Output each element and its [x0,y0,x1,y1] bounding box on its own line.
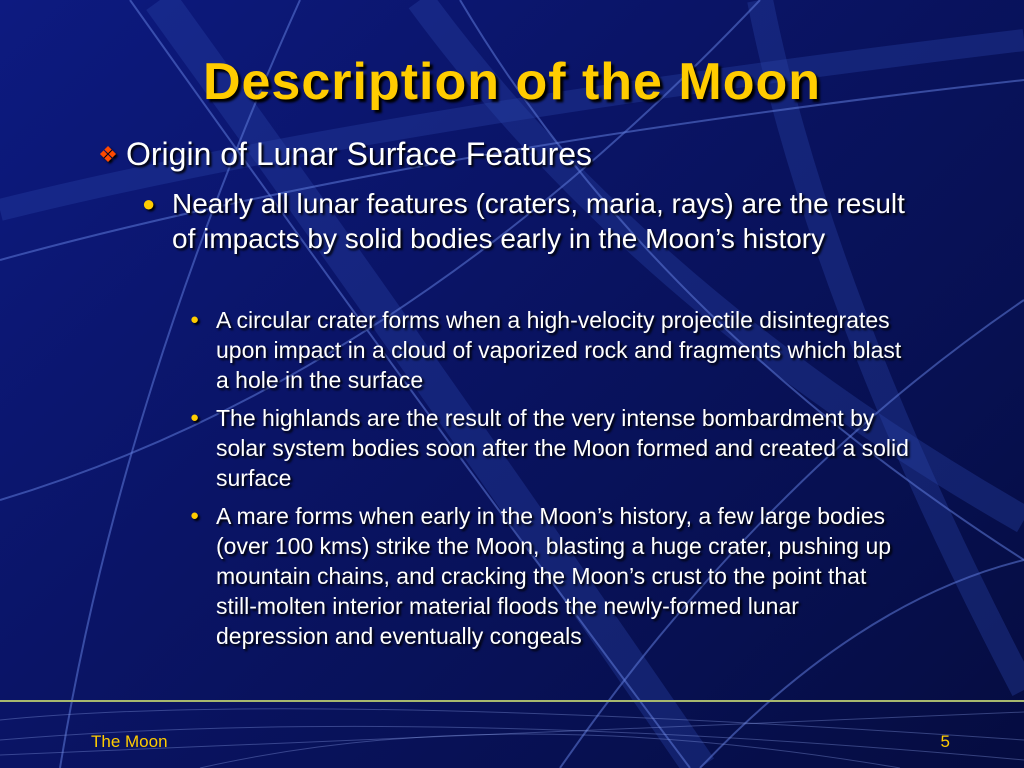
diamond-bullet-icon: ❖ [98,142,118,167]
bullet-icon: ● [190,409,200,426]
main-point [142,186,932,256]
footer-title: The Moon [91,732,168,751]
heading-item [90,134,592,175]
bullet-icon: ● [190,311,200,328]
sub-point-text: The highlands are the result of the very intense bombardment by solar system bodies soon after the Moon formed and created a solid surface [216,405,909,491]
bullet-icon: ● [142,191,156,216]
bullet-icon: ● [190,507,200,524]
page-number: 5 [940,732,950,751]
sub-point [190,501,910,651]
sub-point-text: A mare forms when early in the Moon’s history, a few large bodies (over 100 kms) strike the Moon, blasting a huge crater, pushing up mountain chains, and cracking the Moon’s crust to the point that still-molten interior material floods the newly-formed lunar depression and eventually congeals [216,503,892,649]
sub-point-text: A circular crater forms when a high-velocity projectile disintegrates upon impact in a cloud of vaporized rock and fragments which blast a hole in the surface [216,307,902,393]
footer-divider [0,700,1024,702]
heading-text: Origin of Lunar Surface Features [126,136,593,172]
main-point-text: Nearly all lunar features (craters, maria, rays) are the result of impacts by solid bodies early in the Moon’s history [172,188,905,254]
slide-title: Description of the Moon [202,53,822,111]
sub-point [190,305,910,395]
sub-point [190,403,910,493]
